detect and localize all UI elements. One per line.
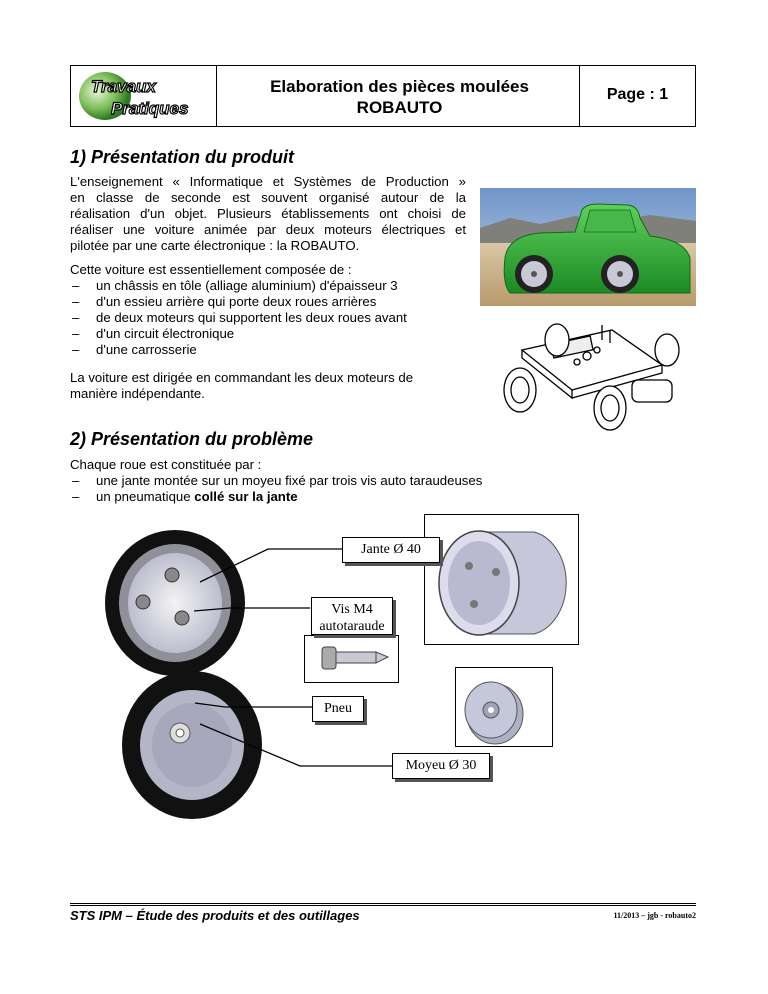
title-line-2: ROBAUTO [356,98,443,117]
vis-callout [311,597,393,635]
list-item: – d'un essieu arrière qui porte deux roues arrières [70,294,407,310]
jante-callout: Jante Ø 40 [342,537,440,563]
para-line: réaliser une voiture animée par deux moteurs électriques et [70,222,466,237]
svg-text:Pratiques: Pratiques [111,99,189,118]
vis-callout-line-1: Vis M4 [331,602,373,617]
vis-callout-line-2: autotaraude [319,619,385,634]
footer-rule-2 [70,905,696,906]
title-line-1: Elaboration des pièces moulées [270,77,529,96]
para-line: La voiture est dirigée en commandant les deux moteurs de [70,370,414,385]
wheel-intro: Chaque roue est constituée par : [70,457,262,472]
item-bold-text: collé sur la jante [194,489,298,504]
para-line: L'enseignement « Informatique et Systèmes de Production » [70,174,466,189]
para-line: réalisation d'un objet. Plusieurs établissements ont choisi de [70,206,466,221]
page-number: Page : 1 [606,86,669,103]
footer-course: STS IPM – Étude des produits et des outillages [70,908,360,923]
pneu-callout: Pneu [312,696,364,722]
para-line: en classe de seconde est souvent organisé autour de la [70,190,466,205]
list-item: – d'un circuit électronique [70,326,407,342]
svg-text:Travaux: Travaux [91,77,156,96]
list-item: – une jante montée sur un moyeu fixé par trois vis auto taraudeuses [70,473,482,489]
para-line: manière indépendante. [70,386,205,401]
moyeu-callout: Moyeu Ø 30 [392,753,490,779]
list-item: – un châssis en tôle (alliage aluminium) d'épaisseur 3 [70,278,407,294]
para-line: pilotée par une carte électronique : la ROBAUTO. [70,238,360,253]
section-1-heading: 1) Présentation du produit [70,147,295,167]
list-item: – de deux moteurs qui supportent les deux roues avant [70,310,407,326]
list-item: – d'une carrosserie [70,342,407,358]
composition-intro: Cette voiture est essentiellement composée de : [70,262,352,277]
footer-reference: 11/2013 – jgb - robauto2 [613,911,696,920]
footer-rule [70,903,696,904]
section-2-heading: 2) Présentation du problème [70,429,314,449]
item-text: un pneumatique [96,489,195,504]
